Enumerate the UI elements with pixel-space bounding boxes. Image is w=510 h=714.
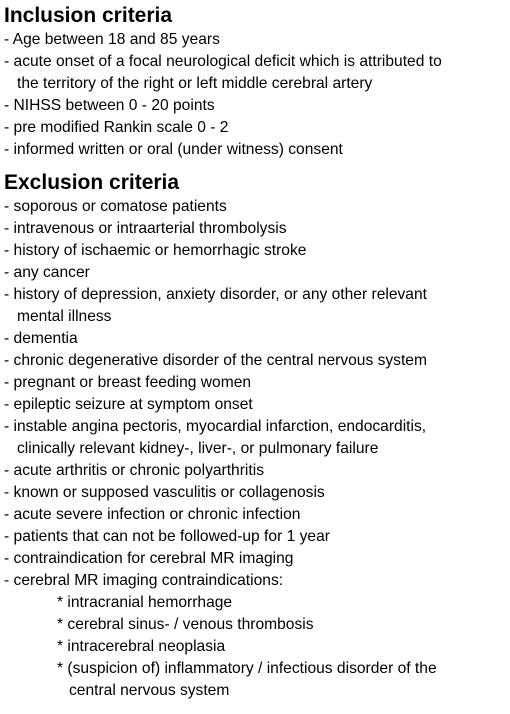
exclusion-heading: Exclusion criteria [4, 171, 180, 194]
list-item: - pre modified Rankin scale 0 - 2 [4, 119, 229, 136]
list-item: - any cancer [4, 264, 90, 281]
inclusion-heading: Inclusion criteria [4, 4, 173, 27]
list-item [4, 284, 510, 328]
list-item: - known or supposed vasculitis or collagenosis [4, 484, 325, 501]
list-item [4, 51, 510, 95]
list-item: - acute severe infection or chronic infection [4, 506, 301, 523]
list-item: - acute arthritis or chronic polyarthritis [4, 462, 264, 479]
list-item-line: - instable angina pectoris, myocardial infarction, endocarditis, [4, 418, 427, 435]
sub-list-item: * intracerebral neoplasia [57, 638, 226, 655]
sub-list-item-line: central nervous system [69, 682, 230, 699]
list-item: - history of ischaemic or hemorrhagic stroke [4, 242, 307, 259]
list-item: - informed written or oral (under witness) consent [4, 141, 343, 158]
sub-list-item [4, 658, 510, 702]
sub-list-item-line: * (suspicion of) inflammatory / infectious disorder of the [57, 660, 437, 677]
mr-contraindications-sublist [4, 592, 510, 702]
list-item-line: - acute onset of a focal neurological deficit which is attributed to [4, 53, 442, 70]
sub-list-item: * intracranial hemorrhage [57, 594, 233, 611]
list-item-line: clinically relevant kidney-, liver-, or pulmonary failure [17, 440, 379, 457]
list-item: - dementia [4, 330, 78, 347]
list-item: - soporous or comatose patients [4, 198, 227, 215]
list-item: - intravenous or intraarterial thrombolysis [4, 220, 287, 237]
criteria-document [4, 3, 510, 702]
list-item: - chronic degenerative disorder of the central nervous system [4, 352, 427, 369]
inclusion-list [4, 29, 510, 161]
list-item: - epileptic seizure at symptom onset [4, 396, 253, 413]
list-item: - pregnant or breast feeding women [4, 374, 252, 391]
list-item: - NIHSS between 0 - 20 points [4, 97, 215, 114]
list-item: - contraindication for cerebral MR imaging [4, 550, 294, 567]
list-item: - patients that can not be followed-up for 1 year [4, 528, 330, 545]
list-item: - cerebral MR imaging contraindications: [4, 572, 284, 589]
list-item-line: - history of depression, anxiety disorder, or any other relevant [4, 286, 427, 303]
list-item-line: mental illness [17, 308, 112, 325]
sub-list-item: * cerebral sinus- / venous thrombosis [57, 616, 314, 633]
list-item-line: the territory of the right or left middle cerebral artery [17, 75, 373, 92]
list-item [4, 416, 510, 460]
list-item: - Age between 18 and 85 years [4, 31, 220, 48]
exclusion-list [4, 196, 510, 592]
